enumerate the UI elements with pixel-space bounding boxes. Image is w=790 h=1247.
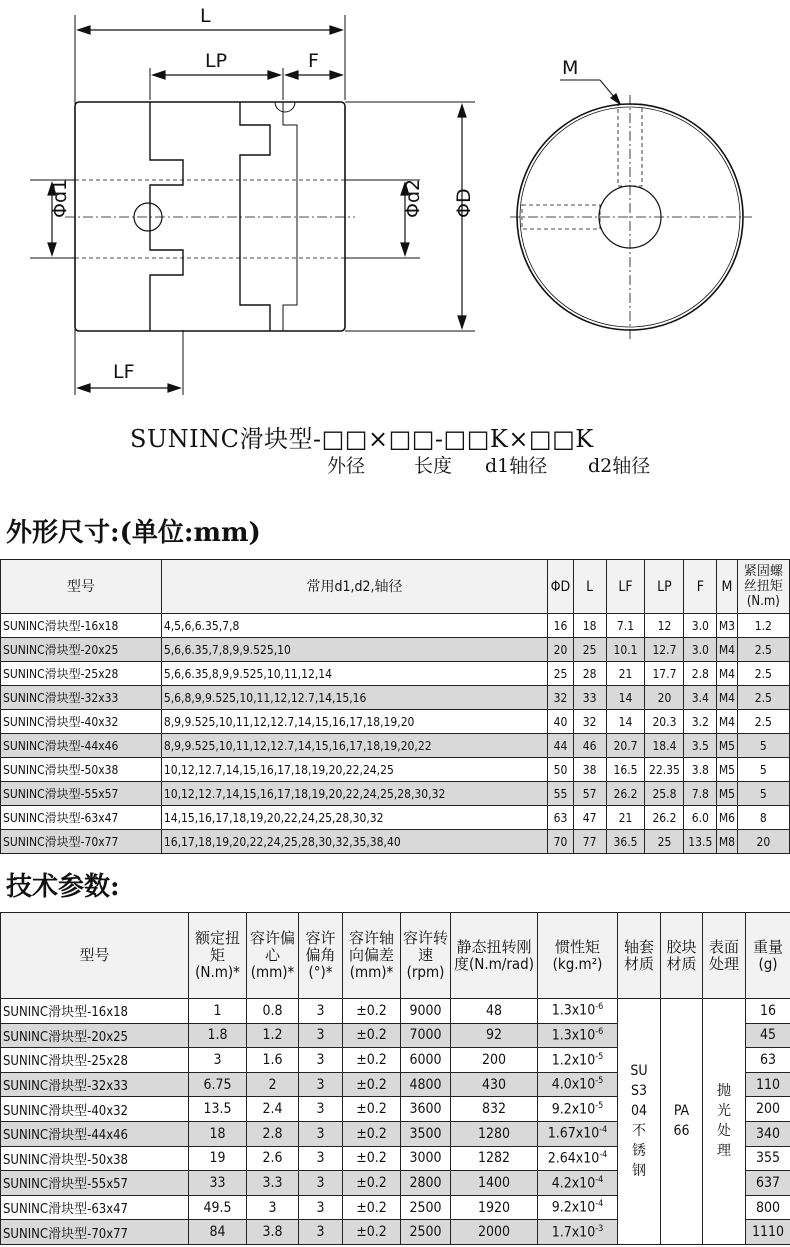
dim-D-label: ΦD — [453, 188, 475, 218]
table-cell: 3 — [299, 1023, 343, 1048]
table-cell: 92 — [451, 1023, 538, 1048]
tech-header-surface: 表面处理 — [703, 913, 746, 999]
table-cell: 2500 — [401, 1220, 451, 1245]
table-cell: 20.3 — [645, 710, 684, 734]
table-cell: 2.5 — [737, 638, 789, 662]
table-cell: 47 — [573, 806, 606, 830]
table-cell: 20 — [737, 830, 789, 854]
table-cell: 4,5,6,6.35,7,8 — [161, 614, 547, 638]
table-cell: 2.8 — [684, 662, 717, 686]
dim-LF-label: LF — [113, 361, 135, 383]
table-cell: 3 — [299, 1121, 343, 1146]
table-cell: 19 — [189, 1146, 247, 1171]
inertia-mantissa: 1.7x10 — [551, 1224, 596, 1241]
table-cell: 3000 — [401, 1146, 451, 1171]
table-cell: 1.2 — [737, 614, 789, 638]
inertia-cell — [538, 1146, 618, 1171]
table-cell: 2000 — [451, 1220, 538, 1245]
table-cell: 63 — [746, 1048, 790, 1073]
table-cell: 3 — [299, 1195, 343, 1220]
table-cell: 3.5 — [684, 734, 717, 758]
tech-header-axial: 容许轴向偏差(mm)* — [343, 913, 401, 999]
inertia-cell — [538, 1220, 618, 1245]
table-cell: ±0.2 — [343, 1220, 401, 1245]
table-cell: M5 — [717, 782, 737, 806]
table-cell: SUNINC滑块型-55x57 — [1, 1171, 189, 1196]
inertia-mantissa: 4.0x10 — [551, 1076, 596, 1093]
table-cell: M8 — [717, 830, 737, 854]
table-cell: M3 — [717, 614, 737, 638]
inertia-cell — [538, 1097, 618, 1122]
table-cell: SUNINC滑块型-32x33 — [1, 1072, 189, 1097]
table-cell: SUNINC滑块型-16x18 — [1, 614, 162, 638]
table-cell: 6.0 — [684, 806, 717, 830]
inertia-mantissa: 2.64x10 — [547, 1150, 600, 1167]
table-cell: 5 — [737, 734, 789, 758]
inertia-cell — [538, 999, 618, 1024]
table-cell: 6000 — [401, 1048, 451, 1073]
table-cell: 18 — [573, 614, 606, 638]
table-cell: SUNINC滑块型-25x28 — [1, 1048, 189, 1073]
table-cell: 4800 — [401, 1072, 451, 1097]
table-cell: 20 — [645, 686, 684, 710]
table-cell: 200 — [451, 1048, 538, 1073]
dimensions-header-row — [1, 560, 790, 614]
inertia-mantissa: 1.67x10 — [547, 1126, 600, 1143]
table-cell: 5 — [737, 758, 789, 782]
table-cell: 1110 — [746, 1220, 790, 1245]
table-cell: 8 — [737, 806, 789, 830]
table-cell: M4 — [717, 710, 737, 734]
table-cell: SUNINC滑块型-44x46 — [1, 1121, 189, 1146]
table-row — [1, 734, 790, 758]
table-cell: SUNINC滑块型-25x28 — [1, 662, 162, 686]
table-cell: 50 — [548, 758, 574, 782]
table-cell: 2500 — [401, 1195, 451, 1220]
table-cell: 3 — [299, 1220, 343, 1245]
table-cell: 5 — [737, 782, 789, 806]
table-cell: 110 — [746, 1072, 790, 1097]
table-cell: 25 — [573, 638, 606, 662]
dim-M-label: M — [562, 57, 579, 79]
table-cell: SUNINC滑块型-16x18 — [1, 999, 189, 1024]
table-cell: 63 — [548, 806, 574, 830]
table-cell: 10.1 — [606, 638, 645, 662]
table-cell: 3 — [299, 1171, 343, 1196]
table-cell: 3.8 — [684, 758, 717, 782]
table-cell: 18 — [189, 1121, 247, 1146]
inertia-cell — [538, 1048, 618, 1073]
table-cell: 3.8 — [247, 1220, 299, 1245]
table-cell: 3.2 — [684, 710, 717, 734]
dim-LP-label: LP — [205, 50, 228, 72]
table-cell: 16.5 — [606, 758, 645, 782]
inertia-cell — [538, 1121, 618, 1146]
table-cell: 25 — [548, 662, 574, 686]
table-cell: 26.2 — [645, 806, 684, 830]
table-cell: 0.8 — [247, 999, 299, 1024]
sleeve-material-cell — [618, 999, 661, 1245]
tech-table — [0, 912, 790, 1245]
table-cell: SUNINC滑块型-44x46 — [1, 734, 162, 758]
table-cell: SUNINC滑块型-63x47 — [1, 1195, 189, 1220]
tech-header-eccentric: 容许偏心(mm)* — [247, 913, 299, 999]
table-cell: M4 — [717, 638, 737, 662]
table-cell: ±0.2 — [343, 999, 401, 1024]
surface-cell-text: 抛光处理 — [717, 1083, 731, 1160]
inertia-mantissa: 1.3x10 — [551, 1027, 596, 1044]
table-row — [1, 830, 790, 854]
table-cell: 38 — [573, 758, 606, 782]
table-cell: 355 — [746, 1146, 790, 1171]
inertia-cell — [538, 1171, 618, 1196]
tech-header-stiffness: 静态扭转刚度(N.m/rad) — [451, 913, 538, 999]
table-cell: 40 — [548, 710, 574, 734]
table-cell: 3 — [299, 1146, 343, 1171]
inertia-exponent: -4 — [599, 1150, 608, 1161]
table-cell: 6.75 — [189, 1072, 247, 1097]
table-cell: 2.8 — [247, 1121, 299, 1146]
table-cell: 7.1 — [606, 614, 645, 638]
table-cell: 17.7 — [645, 662, 684, 686]
tech-header-angle: 容许偏角(°)* — [299, 913, 343, 999]
table-cell: 3500 — [401, 1121, 451, 1146]
table-cell: SUNINC滑块型-70x77 — [1, 830, 162, 854]
table-cell: 2.4 — [247, 1097, 299, 1122]
table-cell: 9000 — [401, 999, 451, 1024]
table-cell: SUNINC滑块型-20x25 — [1, 638, 162, 662]
inertia-exponent: -5 — [595, 1076, 604, 1087]
coupling-drawing — [0, 0, 790, 400]
table-cell: 33 — [573, 686, 606, 710]
inertia-mantissa: 4.2x10 — [551, 1175, 596, 1192]
table-cell: 1282 — [451, 1146, 538, 1171]
table-row — [1, 710, 790, 734]
table-cell: 77 — [573, 830, 606, 854]
table-cell: 48 — [451, 999, 538, 1024]
table-row — [1, 806, 790, 830]
table-cell: SUNINC滑块型-50x38 — [1, 758, 162, 782]
tech-header-sleeve: 轴套材质 — [618, 913, 661, 999]
table-cell: 16 — [746, 999, 790, 1024]
table-cell: 1400 — [451, 1171, 538, 1196]
label-outer-diameter: 外径 — [327, 455, 366, 477]
header-screw-torque: 紧固螺丝扭矩(N.m) — [737, 560, 789, 614]
inertia-exponent: -4 — [595, 1199, 604, 1210]
table-cell: 32 — [573, 710, 606, 734]
table-cell: 33 — [189, 1171, 247, 1196]
table-cell: 28 — [573, 662, 606, 686]
table-cell: 3 — [299, 1072, 343, 1097]
table-cell: 12 — [645, 614, 684, 638]
table-cell: SUNINC滑块型-20x25 — [1, 1023, 189, 1048]
label-d2: d2轴径 — [588, 455, 651, 477]
table-row — [1, 782, 790, 806]
table-cell: 13.5 — [189, 1097, 247, 1122]
label-length: 长度 — [414, 455, 453, 477]
table-cell: 14 — [606, 710, 645, 734]
table-cell: 3.0 — [684, 614, 717, 638]
table-cell: 3.0 — [684, 638, 717, 662]
table-cell: 5,6,8,9,9.525,10,11,12,12.7,14,15,16 — [161, 686, 547, 710]
table-cell: 21 — [606, 662, 645, 686]
inertia-cell — [538, 1195, 618, 1220]
table-cell: 340 — [746, 1121, 790, 1146]
table-row — [1, 686, 790, 710]
dimensions-table — [0, 559, 790, 854]
table-cell: SUNINC滑块型-32x33 — [1, 686, 162, 710]
table-cell: 3 — [247, 1195, 299, 1220]
table-cell: SUNINC滑块型-40x32 — [1, 1097, 189, 1122]
header-F: F — [684, 560, 717, 614]
table-cell: SUNINC滑块型-70x77 — [1, 1220, 189, 1245]
table-cell: ±0.2 — [343, 1171, 401, 1196]
table-row — [1, 638, 790, 662]
tech-title: 技术参数: — [6, 872, 120, 902]
inertia-exponent: -4 — [599, 1125, 608, 1136]
model-code: SUNINC滑块型-□□×□□-□□K×□□K — [130, 425, 594, 453]
table-cell: ±0.2 — [343, 1146, 401, 1171]
table-cell: 2800 — [401, 1171, 451, 1196]
table-cell: 18.4 — [645, 734, 684, 758]
table-cell: 2 — [247, 1072, 299, 1097]
header-bore: 常用d1,d2,轴径 — [161, 560, 547, 614]
table-cell: 3.3 — [247, 1171, 299, 1196]
table-cell: 10,12,12.7,14,15,16,17,18,19,20,22,24,25 — [161, 758, 547, 782]
table-cell: 2.6 — [247, 1146, 299, 1171]
table-cell: 22.35 — [645, 758, 684, 782]
table-cell: 16,17,18,19,20,22,24,25,28,30,32,35,38,40 — [161, 830, 547, 854]
table-row — [1, 614, 790, 638]
table-cell: 1920 — [451, 1195, 538, 1220]
table-cell: M5 — [717, 734, 737, 758]
table-cell: ±0.2 — [343, 1121, 401, 1146]
table-cell: 10,12,12.7,14,15,16,17,18,19,20,22,24,25,28,30,32 — [161, 782, 547, 806]
table-cell: M5 — [717, 758, 737, 782]
table-cell: 25.8 — [645, 782, 684, 806]
inertia-mantissa: 9.2x10 — [551, 1199, 596, 1216]
table-cell: 44 — [548, 734, 574, 758]
table-cell: ±0.2 — [343, 1097, 401, 1122]
table-cell: 430 — [451, 1072, 538, 1097]
table-cell: 3 — [299, 1048, 343, 1073]
header-M: M — [717, 560, 737, 614]
table-cell: ±0.2 — [343, 1195, 401, 1220]
table-cell: 45 — [746, 1023, 790, 1048]
tech-header-inertia: 惯性矩(kg.m²) — [538, 913, 618, 999]
table-cell: 832 — [451, 1097, 538, 1122]
table-cell: 1 — [189, 999, 247, 1024]
table-cell: 3 — [299, 999, 343, 1024]
table-cell: 32 — [548, 686, 574, 710]
table-cell: M6 — [717, 806, 737, 830]
inertia-exponent: -5 — [595, 1100, 604, 1111]
table-cell: SUNINC滑块型-50x38 — [1, 1146, 189, 1171]
inertia-cell — [538, 1023, 618, 1048]
table-cell: 800 — [746, 1195, 790, 1220]
table-row — [1, 999, 790, 1024]
dim-F-label: F — [308, 50, 319, 72]
block-material-cell — [661, 999, 703, 1245]
table-cell: SUNINC滑块型-63x47 — [1, 806, 162, 830]
table-cell: 5,6,6.35,7,8,9,9.525,10 — [161, 638, 547, 662]
table-cell: 7.8 — [684, 782, 717, 806]
table-cell: ±0.2 — [343, 1072, 401, 1097]
header-D: ΦD — [548, 560, 574, 614]
table-cell: 26.2 — [606, 782, 645, 806]
inertia-exponent: -5 — [595, 1051, 604, 1062]
table-cell: 20.7 — [606, 734, 645, 758]
table-cell: 55 — [548, 782, 574, 806]
inertia-cell — [538, 1072, 618, 1097]
sleeve-material-cell-text: SUS304不锈钢 — [630, 1063, 648, 1180]
table-cell: 5,6,6.35,8,9,9.525,10,11,12,14 — [161, 662, 547, 686]
tech-header-weight: 重量(g) — [746, 913, 790, 999]
table-row — [1, 758, 790, 782]
inertia-mantissa: 1.3x10 — [551, 1003, 596, 1020]
header-L: L — [573, 560, 606, 614]
table-cell: 21 — [606, 806, 645, 830]
table-cell: ±0.2 — [343, 1048, 401, 1073]
tech-header-model: 型号 — [1, 913, 189, 999]
dim-d2-label: Φd2 — [402, 178, 424, 218]
table-cell: 36.5 — [606, 830, 645, 854]
table-cell: 70 — [548, 830, 574, 854]
table-row — [1, 662, 790, 686]
table-cell: 12.7 — [645, 638, 684, 662]
table-cell: 2.5 — [737, 662, 789, 686]
tech-header-block: 胶块材质 — [661, 913, 703, 999]
label-d1: d1轴径 — [485, 455, 548, 477]
dimensions-title: 外形尺寸:(单位:mm) — [6, 518, 261, 548]
table-cell: SUNINC滑块型-55x57 — [1, 782, 162, 806]
inertia-exponent: -4 — [595, 1174, 604, 1185]
inertia-exponent: -6 — [595, 1027, 604, 1038]
table-cell: 57 — [573, 782, 606, 806]
table-cell: 7000 — [401, 1023, 451, 1048]
table-cell: 84 — [189, 1220, 247, 1245]
table-cell: 200 — [746, 1097, 790, 1122]
tech-header-row — [1, 913, 790, 999]
header-LP: LP — [645, 560, 684, 614]
table-cell: ±0.2 — [343, 1023, 401, 1048]
table-cell: 2.5 — [737, 710, 789, 734]
dim-d1-label: Φd1 — [49, 178, 71, 218]
tech-header-torque: 额定扭矩(N.m)* — [189, 913, 247, 999]
block-material-cell-text: PA66 — [673, 1103, 690, 1140]
table-cell: 637 — [746, 1171, 790, 1196]
table-cell: 2.5 — [737, 686, 789, 710]
inertia-exponent: -6 — [595, 1002, 604, 1013]
table-cell: 8,9,9.525,10,11,12,12.7,14,15,16,17,18,19,20 — [161, 710, 547, 734]
table-cell: 1.2 — [247, 1023, 299, 1048]
header-model: 型号 — [1, 560, 162, 614]
table-cell: 16 — [548, 614, 574, 638]
table-cell: 1.6 — [247, 1048, 299, 1073]
table-cell: SUNINC滑块型-40x32 — [1, 710, 162, 734]
inertia-mantissa: 1.2x10 — [551, 1052, 596, 1069]
dim-L-label: L — [200, 5, 211, 27]
table-cell: 8,9,9.525,10,11,12,12.7,14,15,16,17,18,19,20,22 — [161, 734, 547, 758]
table-cell: 3.4 — [684, 686, 717, 710]
table-cell: 1.8 — [189, 1023, 247, 1048]
table-cell: 14 — [606, 686, 645, 710]
table-cell: 3 — [189, 1048, 247, 1073]
surface-cell — [703, 999, 746, 1245]
inertia-mantissa: 9.2x10 — [551, 1101, 596, 1118]
header-LF: LF — [606, 560, 645, 614]
table-cell: 25 — [645, 830, 684, 854]
inertia-exponent: -3 — [595, 1223, 604, 1234]
table-cell: M4 — [717, 686, 737, 710]
table-cell: 3600 — [401, 1097, 451, 1122]
table-cell: 49.5 — [189, 1195, 247, 1220]
table-cell: M4 — [717, 662, 737, 686]
table-cell: 1280 — [451, 1121, 538, 1146]
table-cell: 20 — [548, 638, 574, 662]
table-cell: 3 — [299, 1097, 343, 1122]
table-cell: 13.5 — [684, 830, 717, 854]
table-cell: 14,15,16,17,18,19,20,22,24,25,28,30,32 — [161, 806, 547, 830]
table-cell: 46 — [573, 734, 606, 758]
model-code-labels — [0, 451, 790, 481]
tech-header-speed: 容许转速(rpm) — [401, 913, 451, 999]
